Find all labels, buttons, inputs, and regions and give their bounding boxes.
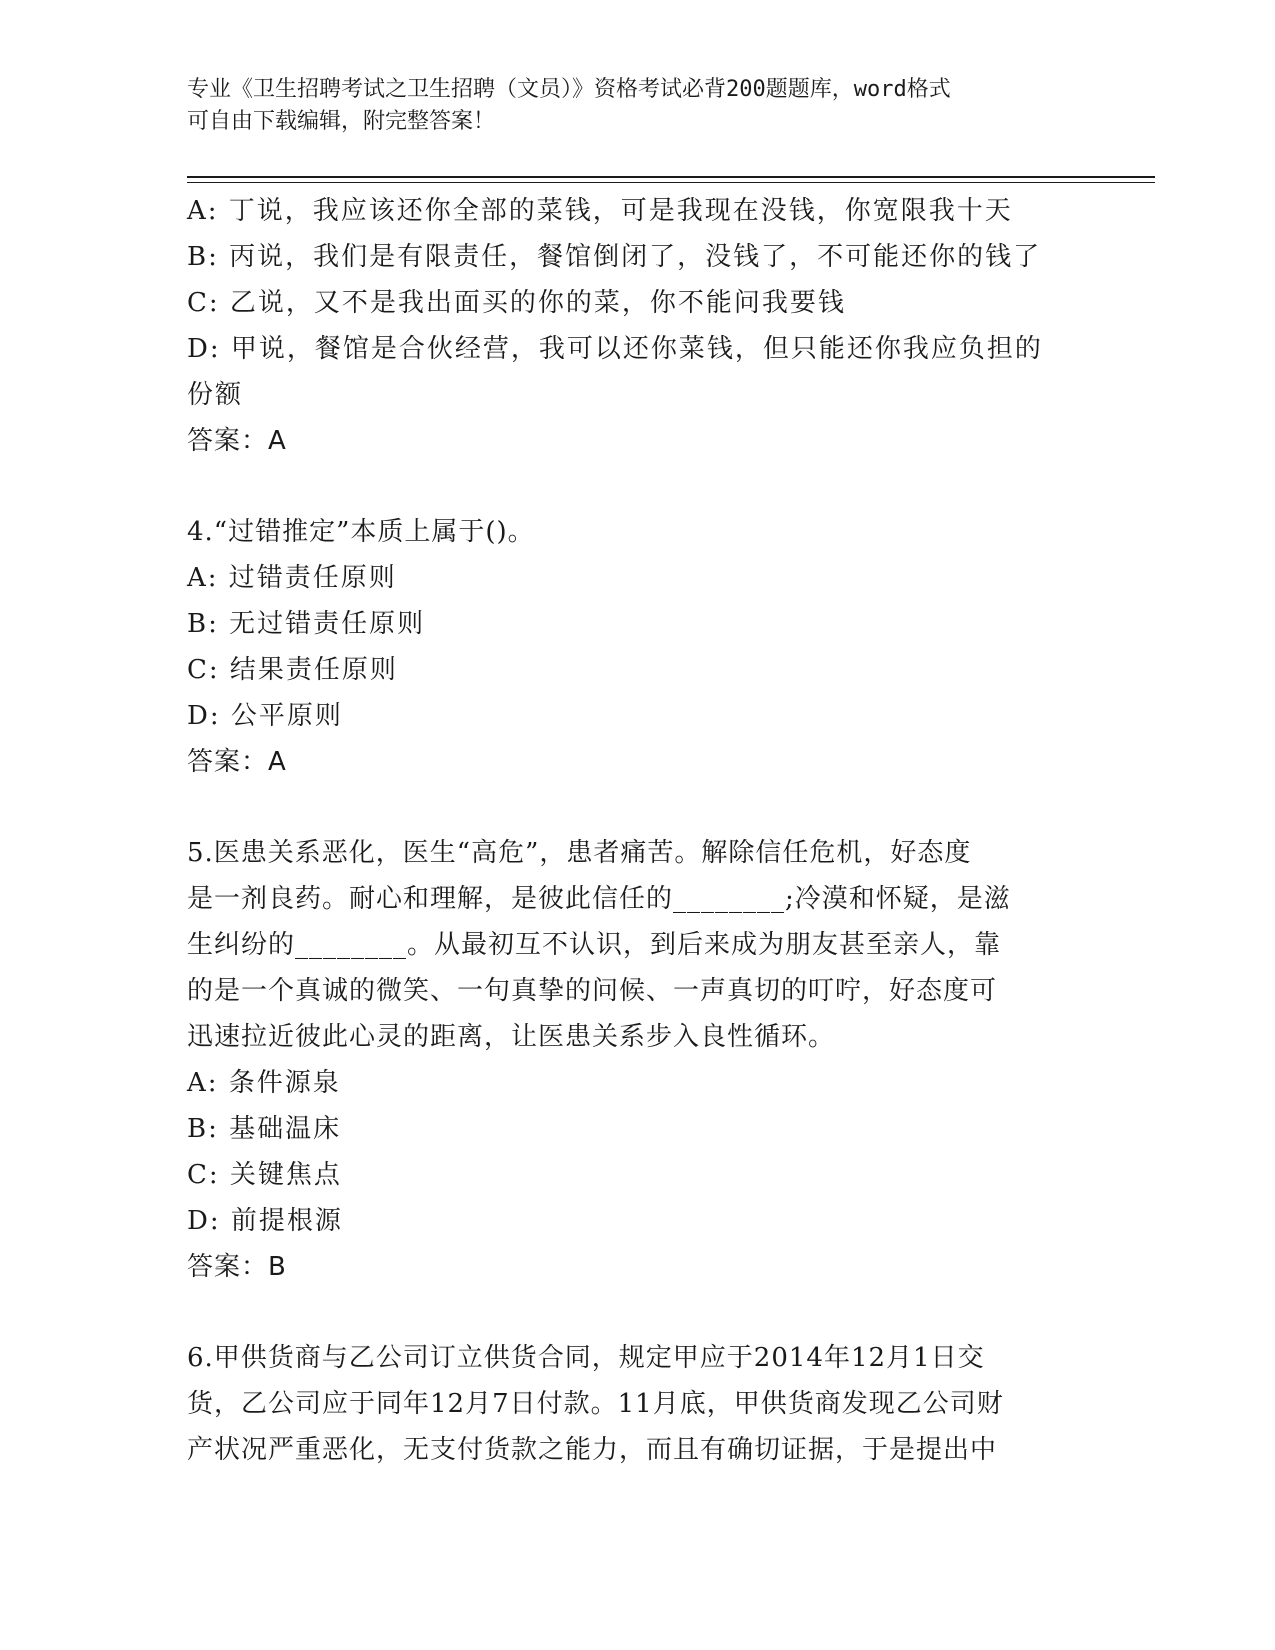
question-5-text-line: 的是一个真诚的微笑、一句真挚的问候、一声真切的叮咛，好态度可 [187, 976, 998, 1006]
question-3-option-d: D: 甲说，餐馆是合伙经营，我可以还你菜钱，但只能还你我应负担的 [187, 334, 1043, 364]
spacer [187, 785, 1087, 830]
question-5-block [187, 830, 1087, 1290]
spacer [187, 464, 1087, 509]
question-4-block [187, 509, 1087, 785]
question-5-option-d: D: 前提根源 [187, 1206, 343, 1236]
header-divider-thick [187, 176, 1155, 178]
question-3-option-b: B: 丙说，我们是有限责任，餐馆倒闭了，没钱了，不可能还你的钱了 [187, 242, 1042, 272]
header-title-line-1: 专业《卫生招聘考试之卫生招聘（文员）》资格考试必背200题题库，word格式 [187, 77, 951, 102]
question-4-option-a: A: 过错责任原则 [187, 563, 397, 593]
question-4-option-d: D: 公平原则 [187, 701, 343, 731]
question-6-text-line: 货，乙公司应于同年12月7日付款。11月底，甲供货商发现乙公司财 [187, 1389, 1004, 1419]
question-5-option-a: A: 条件源泉 [187, 1068, 341, 1098]
question-3-block [187, 188, 1087, 464]
question-3-option-a: A: 丁说，我应该还你全部的菜钱，可是我现在没钱，你宽限我十天 [187, 196, 1013, 226]
question-6-block [187, 1335, 1087, 1473]
document-header [187, 74, 1087, 138]
question-4-answer: 答案：A [187, 747, 287, 777]
question-6-text-line: 6.甲供货商与乙公司订立供货合同，规定甲应于2014年12月1日交 [187, 1343, 985, 1373]
question-6-text-line: 产状况严重恶化，无支付货款之能力，而且有确切证据，于是提出中 [187, 1435, 998, 1465]
question-5-option-b: B: 基础温床 [187, 1114, 342, 1144]
question-5-text-line: 5.医患关系恶化，医生“高危”，患者痛苦。解除信任危机，好态度 [187, 838, 972, 868]
question-3-option-c: C: 乙说，又不是我出面买的你的菜，你不能问我要钱 [187, 288, 846, 318]
question-5-text-line: 迅速拉近彼此心灵的距离，让医患关系步入良性循环。 [187, 1022, 836, 1052]
question-5-text-line: 生纠纷的________。从最初互不认识，到后来成为朋友甚至亲人，靠 [187, 930, 1002, 960]
spacer [187, 1290, 1087, 1335]
question-5-text-line: 是一剂良药。耐心和理解，是彼此信任的________;冷漠和怀疑，是滋 [187, 884, 1011, 914]
question-5-answer: 答案：B [187, 1252, 287, 1282]
header-title-line-2: 可自由下载编辑，附完整答案！ [187, 109, 496, 134]
question-3-answer: 答案：A [187, 426, 287, 456]
question-list [187, 188, 1087, 1473]
question-4-text: 4.“过错推定”本质上属于()。 [187, 517, 535, 547]
header-divider-thin [187, 182, 1155, 183]
question-4-option-b: B: 无过错责任原则 [187, 609, 426, 639]
question-3-option-d-continued: 份额 [187, 380, 244, 410]
question-4-option-c: C: 结果责任原则 [187, 655, 398, 685]
question-5-option-c: C: 关键焦点 [187, 1160, 342, 1190]
